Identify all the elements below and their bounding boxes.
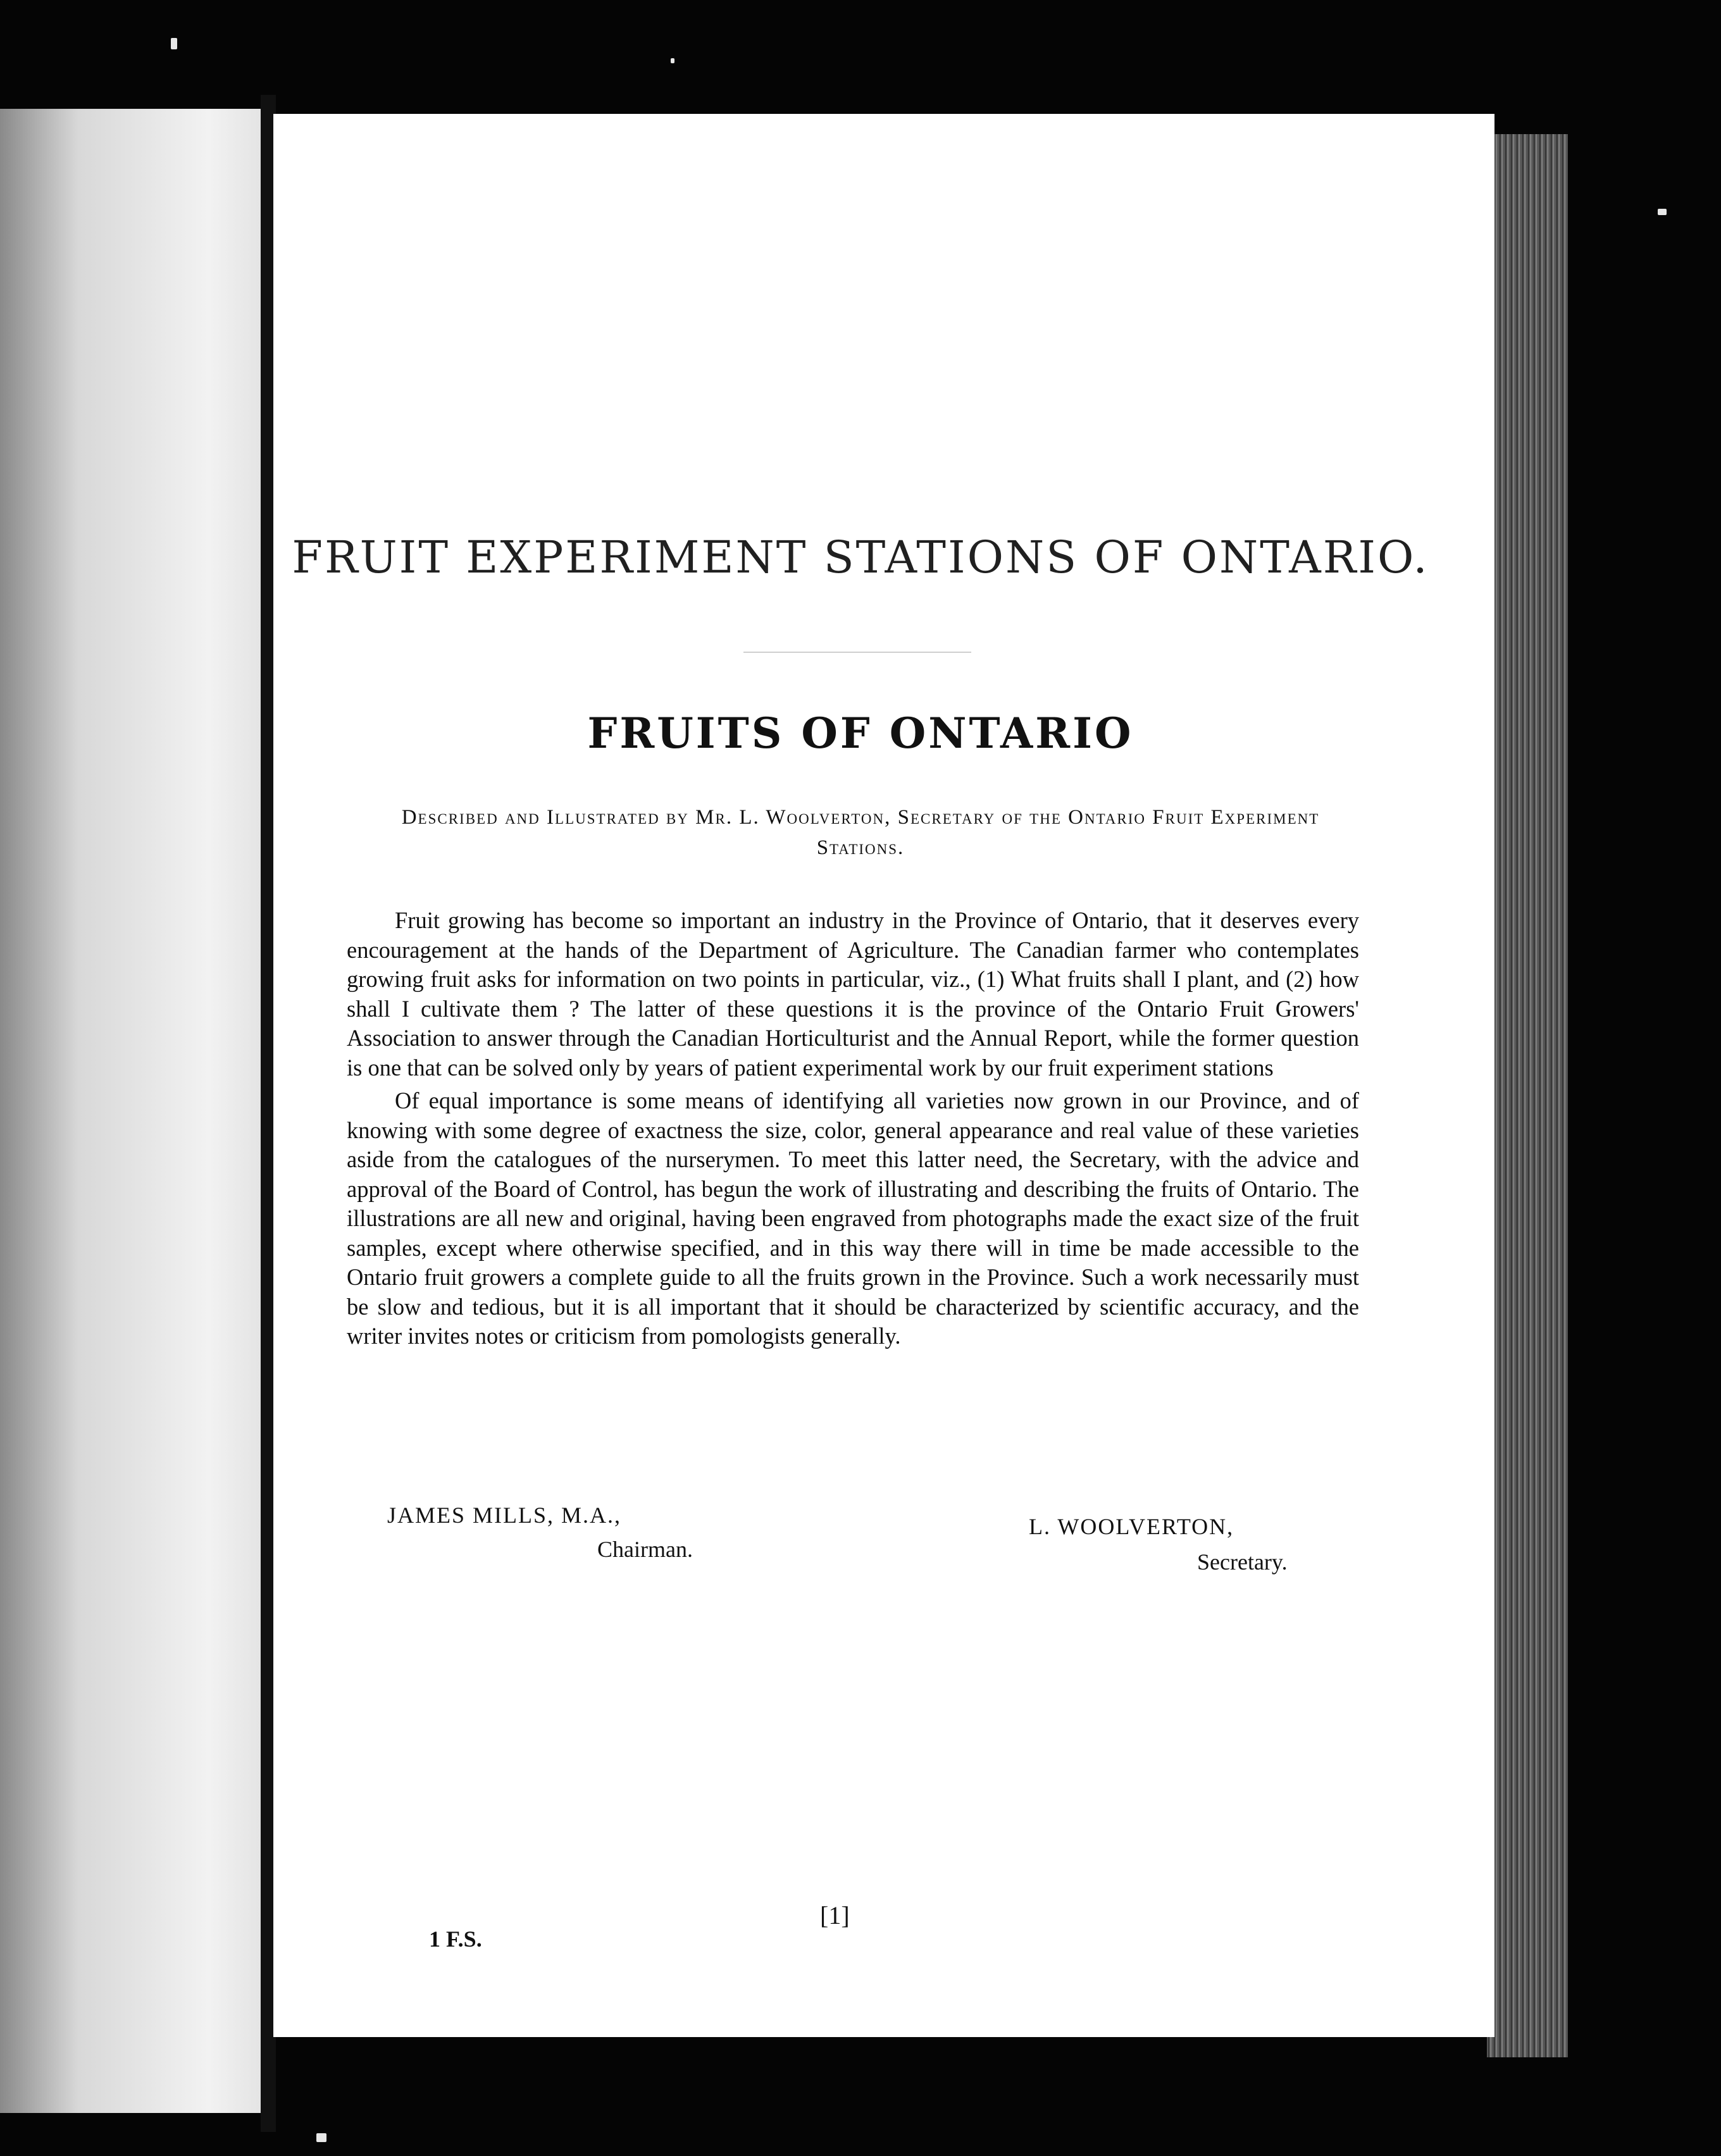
previous-page [0, 109, 261, 2113]
secretary-role: Secretary. [1197, 1549, 1288, 1575]
secretary-name: L. WOOLVERTON, [1029, 1514, 1234, 1539]
body-text [347, 906, 1359, 1351]
title-rule [743, 652, 971, 653]
page-number: [1] [820, 1901, 850, 1930]
paragraph-2: Of equal importance is some means of identifying all varieties now grown in our Province, and of knowing with some degree of exactness the size, color, general appearance and real value of these varieties aside from the catalogues of the nurserymen. To meet this latter need, the Secretary, with the advice and approval of the Board of Control, has begun the work of illustrating and describing the fruits of Ontario. The illustrations are all new and original, having been engraved from photographs made the exact size of the fruit samples, except where otherwise specified, and in this way there will in time be made accessible to the Ontario fruit growers a complete guide to all the fruits grown in the Province. Such a work necessarily must be slow and tedious, but it is all important that it should be characterized by scientific accuracy, and the writer invites notes or criticism from pomologists generally. [347, 1087, 1359, 1349]
page-heading: FRUITS OF ONTARIO [587, 709, 1134, 758]
scan-speck [316, 2133, 326, 2142]
running-title: FRUIT EXPERIMENT STATIONS OF ONTARIO. [292, 531, 1429, 583]
byline: Described and Illustrated by Mr. L. Woolverton, Secretary of the Ontario Fruit Experiment Stations. [401, 806, 1320, 859]
paragraph-1: Fruit growing has become so important an industry in the Province of Ontario, that it deserves every encouragement at the hands of the Department of Agriculture. The Canadian farmer who contemplates growing fruit asks for information on two points in particular, viz., (1) What fruits shall I plant, and (2) how shall I cultivate them ? The latter of these questions it is the province of the Ontario Fruit Growers' Association to answer through the Canadian Horticulturist and the Annual Report, while the former question is one that can be solved only by years of patient experimental work by our fruit experiment stations [347, 907, 1359, 1081]
scan-speck [1658, 209, 1667, 215]
scan-speck [171, 38, 177, 49]
page-block-edge [1487, 134, 1568, 2057]
chairman-role: Chairman. [597, 1537, 693, 1562]
signature-mark: 1 F.S. [429, 1926, 482, 1952]
chairman-name: JAMES MILLS, M.A., [387, 1502, 622, 1528]
scan-speck [671, 58, 674, 63]
